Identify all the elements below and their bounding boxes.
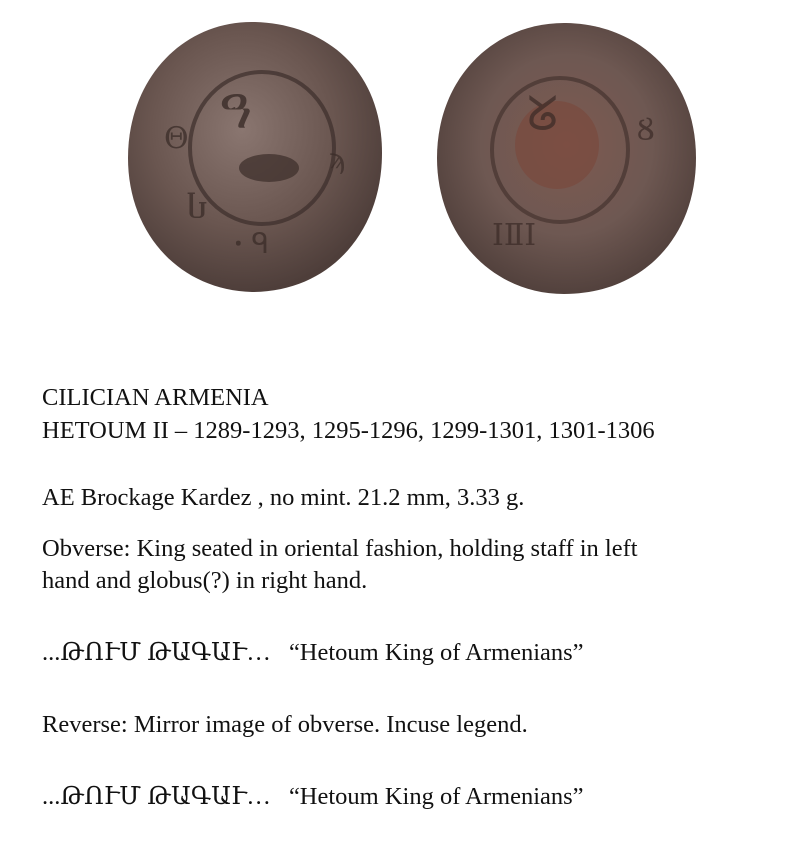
ruler-reign-title: HETOUM II – 1289-1293, 1295-1296, 1299-1301, 1301-1306 <box>42 417 655 444</box>
svg-text:Ⴑ: Ⴑ <box>186 191 209 226</box>
svg-text:Ȣ: Ȣ <box>637 113 655 148</box>
obverse-legend <box>42 638 787 668</box>
svg-text:ᘜ: ᘜ <box>527 86 559 142</box>
coin-photo <box>0 0 809 330</box>
legend-translation: “Hetoum King of Armenians” <box>288 639 584 666</box>
legend-translation: “Hetoum King of Armenians” <box>288 783 584 810</box>
obverse-description-line2: hand and globus(?) in right hand. <box>42 567 368 594</box>
legend-armenian: ...ԹՈՒՄ ԹԱԳԱՒ… <box>42 639 271 666</box>
obverse-description-line1: Obverse: King seated in oriental fashion, holding staff in left <box>42 535 638 562</box>
svg-text:ꞏ ᑫ: ꞏ ᑫ <box>234 227 270 260</box>
reverse-legend <box>42 782 787 812</box>
region-title: CILICIAN ARMENIA <box>42 384 269 411</box>
legend-armenian: ...ԹՈՒՄ ԹԱԳԱՒ… <box>42 783 271 810</box>
svg-text:ⅠⅡⅠ: ⅠⅡⅠ <box>492 218 537 253</box>
svg-text:ዓ: ዓ <box>219 77 253 142</box>
coin-reverse-image <box>432 20 700 298</box>
coin-specs: AE Brockage Kardez , no mint. 21.2 mm, 3.33 g. <box>42 484 525 511</box>
reverse-description: Reverse: Mirror image of obverse. Incuse legend. <box>42 711 528 738</box>
svg-text:ϡ: ϡ <box>329 142 346 175</box>
coin-obverse-image <box>124 18 386 296</box>
svg-text:Θ: Θ <box>164 121 189 156</box>
